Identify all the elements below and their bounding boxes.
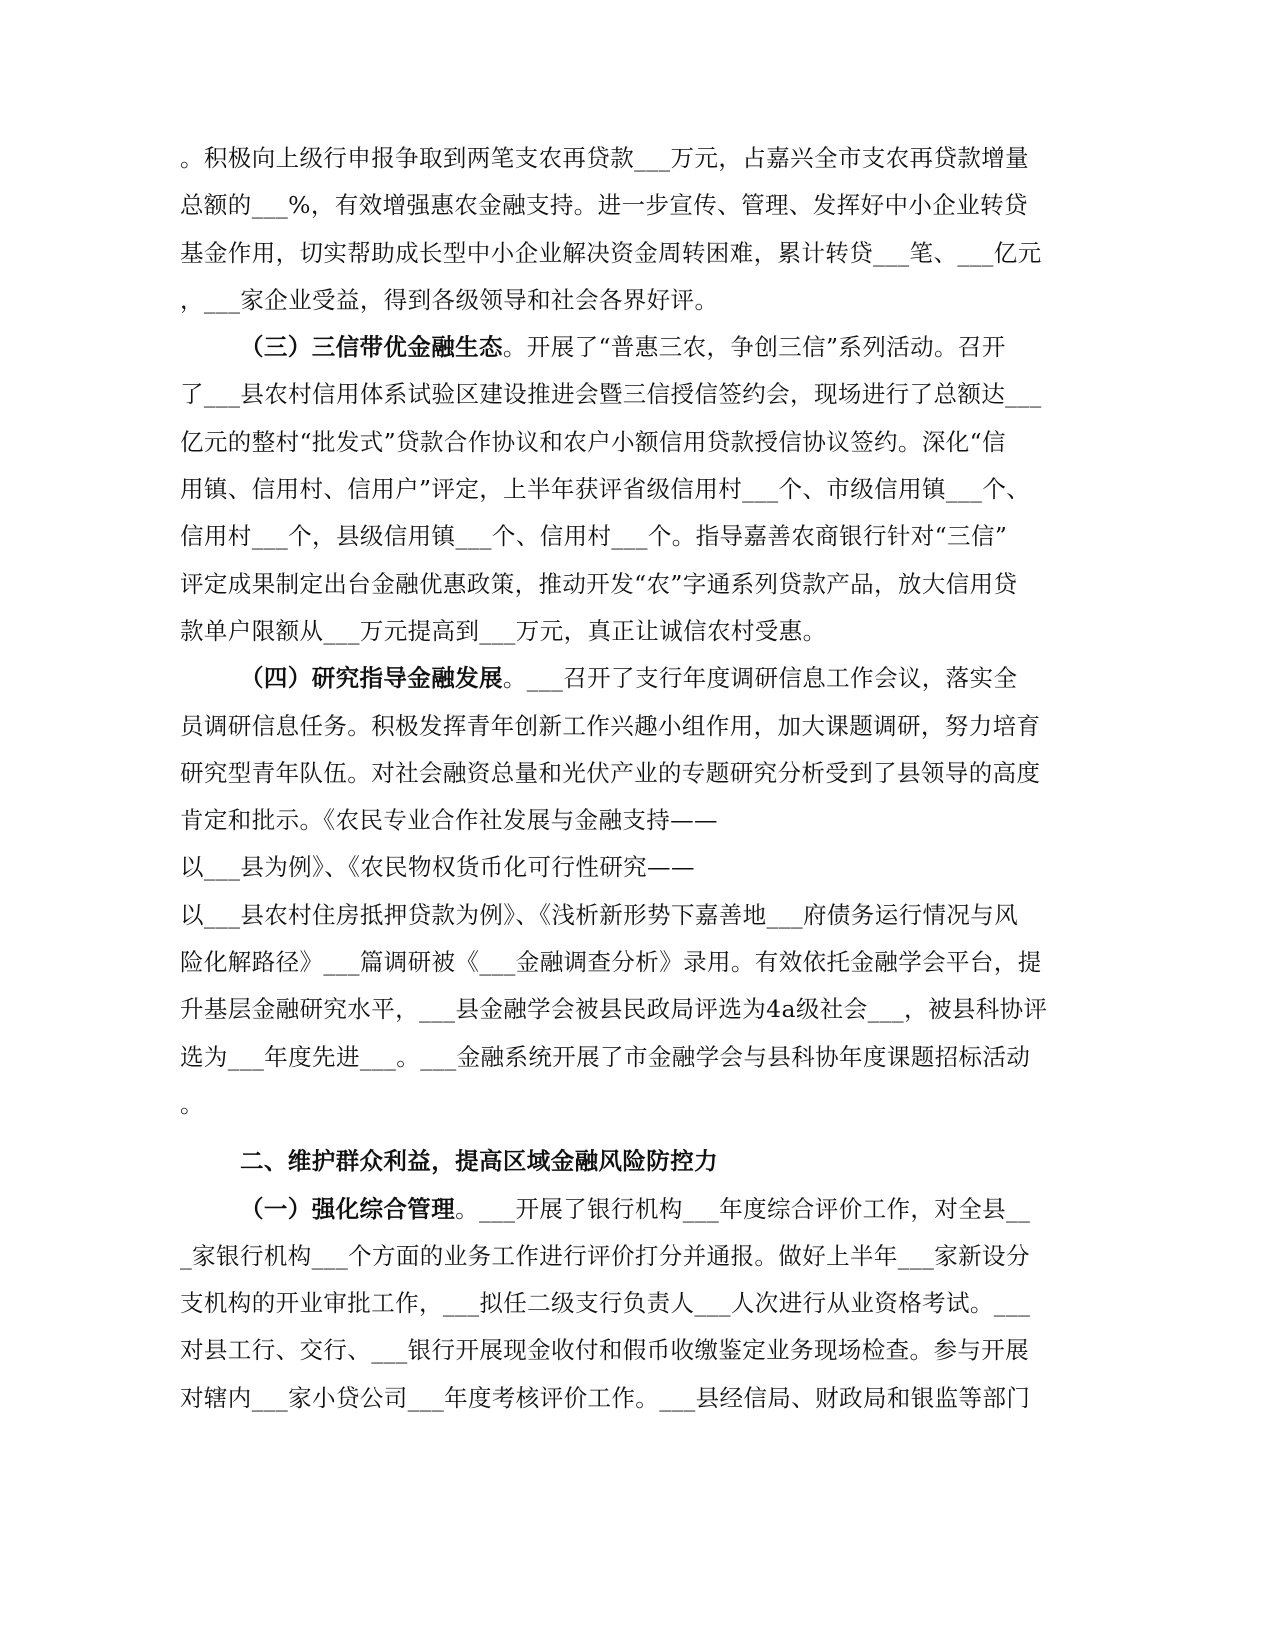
text-line: 信用村___个，县级信用镇___个、信用村___个。指导嘉善农商银行针对“三信” xyxy=(180,522,1008,551)
section-spacer xyxy=(180,1128,1040,1138)
text-line: 对辖内___家小贷公司___年度考核评价工作。___县经信局、财政局和银监等部门 xyxy=(180,1383,1031,1412)
section-heading: 二、维护群众利益，提高区域金融风险防控力 xyxy=(240,1147,718,1176)
text-line: 款单户限额从___万元提高到___万元，真正让诚信农村受惠。 xyxy=(180,616,827,645)
text-line: 亿元的整村“批发式”贷款合作协议和农户小额信用贷款授信协议签约。深化“信 xyxy=(180,427,1006,456)
text-line: ，___家企业受益，得到各级领导和社会各界好评。 xyxy=(180,285,719,314)
text-line: 支机构的开业审批工作，___拟任二级支行负责人___人次进行从业资格考试。___ xyxy=(180,1289,1031,1318)
text-line xyxy=(180,1186,1040,1233)
text-line: 评定成果制定出台金融优惠政策，推动开发“农”字通系列贷款产品，放大信用贷 xyxy=(180,569,1018,598)
text-line: 。 xyxy=(180,1089,204,1118)
text-line: 以___县农村住房抵押贷款为例》、《浅析新形势下嘉善地___府债务运行情况与风 xyxy=(180,900,1019,929)
text-span: 。___开展了银行机构___年度综合评价工作，对全县__ xyxy=(455,1194,1031,1223)
paragraph-lead-heading: （三）三信带优金融生态 xyxy=(240,333,503,362)
paragraph-research-guidance xyxy=(180,655,1048,1128)
text-line: 选为___年度先进___。___金融系统开展了市金融学会与县科协年度课题招标活动 xyxy=(180,1042,1031,1071)
text-line xyxy=(180,324,1040,371)
paragraph-lead-heading: （一）强化综合管理 xyxy=(240,1194,456,1223)
text-line: 总额的___%，有效增强惠农金融支持。进一步宣传、管理、发挥好中小企业转贷 xyxy=(180,191,1028,220)
text-line: 了___县农村信用体系试验区建设推进会暨三信授信签约会，现场进行了总额达___ xyxy=(180,380,1042,409)
paragraph-lead-heading: （四）研究指导金融发展 xyxy=(240,664,503,693)
text-span: 。___召开了支行年度调研信息工作会议，落实全 xyxy=(502,664,1018,693)
text-line: 以___县为例》、《农民物权货币化可行性研究—— xyxy=(180,853,695,882)
text-line: 对县工行、交行、___银行开展现金收付和假币收缴鉴定业务现场检查。参与开展 xyxy=(180,1336,1030,1365)
paragraph-credit-ecology xyxy=(180,324,1040,655)
text-line: 。积极向上级行申报争取到两笔支农再贷款___万元，占嘉兴全市支农再贷款增量 xyxy=(180,144,1030,172)
text-line: 基金作用，切实帮助成长型中小企业解决资金周转困难，累计转贷___笔、___亿元 xyxy=(180,238,1042,267)
text-line: 员调研信息任务。积极发挥青年创新工作兴趣小组作用，加大课题调研，努力培育 xyxy=(180,711,1041,740)
text-line xyxy=(180,655,1040,702)
document-page xyxy=(180,135,1048,1422)
text-line: 升基层金融研究水平，___县金融学会被县民政局评选为4a级社会___，被县科协评 xyxy=(180,995,1048,1024)
text-line: 研究型青年队伍。对社会融资总量和光伏产业的专题研究分析受到了县领导的高度 xyxy=(180,758,1041,787)
text-line: 用镇、信用村、信用户”评定，上半年获评省级信用村___个、市级信用镇___个、 xyxy=(180,475,1031,504)
paragraph-comprehensive-management xyxy=(180,1186,1040,1422)
text-line: 险化解路径》___篇调研被《___金融调查分析》录用。有效依托金融学会平台，提 xyxy=(180,948,1042,977)
text-span: 。开展了“普惠三农，争创三信”系列活动。召开 xyxy=(502,333,1006,362)
text-line: _家银行机构___个方面的业务工作进行评价打分并通报。做好上半年___家新设分 xyxy=(180,1241,1030,1270)
text-line: 肯定和批示。《农民专业合作社发展与金融支持—— xyxy=(180,806,718,835)
paragraph-loan-support xyxy=(180,135,1040,324)
